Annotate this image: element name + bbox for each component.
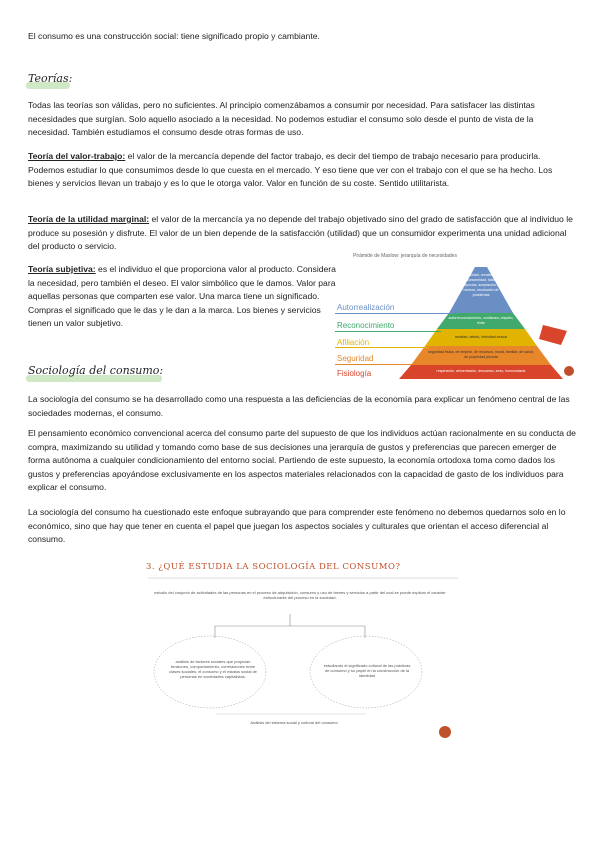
theories-intro-paragraph: Todas las teorías son válidas, pero no suficientes. Al principio comenzábamos a consumir por necesidad. Para satisfacer las distintas necesidades que surgían. Solo aquello asociado a la necesidad. No podemos estudiar el consumo solo desde el punto de vista de la necesidad. También estudiamos el consumo desde otras formas de uso.	[28, 100, 535, 137]
theory-subjective-paragraph	[28, 263, 340, 331]
theory-subjective-text: es el individuo el que proporciona valor al producto. Considera la necesidad, pero también el deseo. El valor simbólico que le damos. Valor para aquellas personas que comparten ese valor. Una marca tiene un significado. Compras el significado que le das y le dan a la marca. Los bienes y servicios tienen un valor subjetivo.	[28, 264, 336, 328]
theory-subjective-term: Teoría subjetiva:	[28, 264, 96, 274]
diagram-bottom-text: Análisis del sistema social y cultural del consumo	[250, 720, 338, 725]
diagram-top-box: estudio del conjunto de actividades de las personas en el proceso de adquisición, consumo y uso de bienes y servicios a partir del cual se puede explicar el carácter estructurante del proceso en la sociedad.	[154, 590, 446, 600]
theory-marginal-utility-term: Teoría de la utilidad marginal:	[28, 214, 150, 224]
sociology-paragraph-3: La sociología del consumo ha cuestionado este enfoque subrayando que para comprender este fenómeno no debemos quedarnos solo en lo económico, sino que hay que tener en cuenta el papel que juegan los aspectos sociales y culturales que orientan el acceso diferencial al consumo.	[28, 507, 566, 544]
diagram-title: 3. ¿QUÉ ESTUDIA LA SOCIOLOGÍA DEL CONSUMO?	[146, 562, 401, 572]
pyramid-side-arrow	[539, 325, 567, 345]
diagram-right-node: estudiando el significado cultural de las prácticas de consumo y su papel en la construcción de la identidad	[323, 663, 411, 678]
theory-marginal-utility-text: el valor de la mercancía ya no depende del trabajo objetivado sino del grado de satisfacción que al individuo le produce su posesión y disfrute. El valor de un bien depende de la satisfacción (utilidad) que un consumidor experimenta una unidad adicional del producto o servicio.	[28, 214, 573, 251]
intro-text: El consumo es una construcción social: tiene significado propio y cambiante.	[28, 31, 320, 41]
theory-labor-value-paragraph	[28, 150, 576, 191]
sociology-paragraph-1: La sociología del consumo se ha desarrollado como una respuesta a las deficiencias de la economía para explicar un fenómeno central de las sociedades modernas, el consumo.	[28, 394, 570, 418]
theory-marginal-utility-paragraph	[28, 213, 576, 254]
pyramid-text-5: respiración, alimentación, descanso, sexo, homeostasis	[436, 369, 526, 373]
pyramid-label-safety: Seguridad	[337, 354, 374, 363]
pyramid-label-self-actualization: Autorrealización	[337, 303, 395, 312]
pyramid-line-1	[335, 313, 453, 314]
pyramid-line-3	[335, 347, 429, 348]
section-title-teorias: Teorías:	[28, 72, 73, 85]
pyramid-label-physiology: Fisiología	[337, 369, 372, 378]
pyramid-label-belonging: Afiliación	[337, 338, 370, 347]
section-title-sociologia: Sociología del consumo:	[28, 364, 164, 377]
diagram-left-node: análisis de factores sociales que propician tensiones, comportamiento; correlaciones entre clases sociales, el consumo y el estatus social de personas en sociedades capitalistas.	[169, 659, 257, 679]
theory-labor-value-term: Teoría del valor-trabajo:	[28, 151, 126, 161]
pyramid-text-2: autorreconocimiento, confianza, respeto, éxito	[448, 316, 514, 325]
pyramid-text-1: moralidad, creatividad, espontaneidad, falta de prejuicios, aceptación de hechos, resolución de problemas	[461, 273, 501, 297]
pyramid-label-esteem: Reconocimiento	[337, 321, 395, 330]
maslow-pyramid-figure	[335, 253, 575, 381]
pyramid-text-3: amistad, afecto, intimidad sexual	[454, 335, 508, 339]
pyramid-line-4	[335, 364, 415, 365]
theory-labor-value-text: el valor de la mercancía depende del factor trabajo, es decir del tiempo de trabajo necesario para producirla. Podemos estudiar lo que consumimos desde lo que cuesta en el mercado. Y eso tiene que ver con el trabajo con el que se ha hecho. Los bienes y servicios llevan un trabajo y es lo que le otorga valor. Valor en función de su coste. Sentido utilitarista.	[28, 151, 553, 188]
pyramid-title: Pirámide de Maslow: jerarquía de necesidades	[353, 253, 457, 259]
pyramid-text-4: seguridad física, de empleo, de recursos, moral, familiar, de salud, de propiedad privada	[428, 350, 534, 359]
pyramid-line-2	[335, 331, 441, 332]
pyramid-corner-mark	[564, 366, 574, 376]
sociology-paragraph-2: El pensamiento económico convencional acerca del consumo parte del supuesto de que los individuos actúan racionalmente en su conducta de compra, maximizando su utilidad y tomando como base de sus decisiones una jerarquía de gustos y preferencias que parecen emerger de forma autónoma a cualquier condicionamiento del entorno social. Partiendo de este supuesto, la economía ortodoxa toma como dados los gustos y preferencias apoyándose exclusivamente en los aspectos materiales relacionados con la capacidad de gasto de los individuos para explicar el consumo.	[28, 428, 576, 492]
